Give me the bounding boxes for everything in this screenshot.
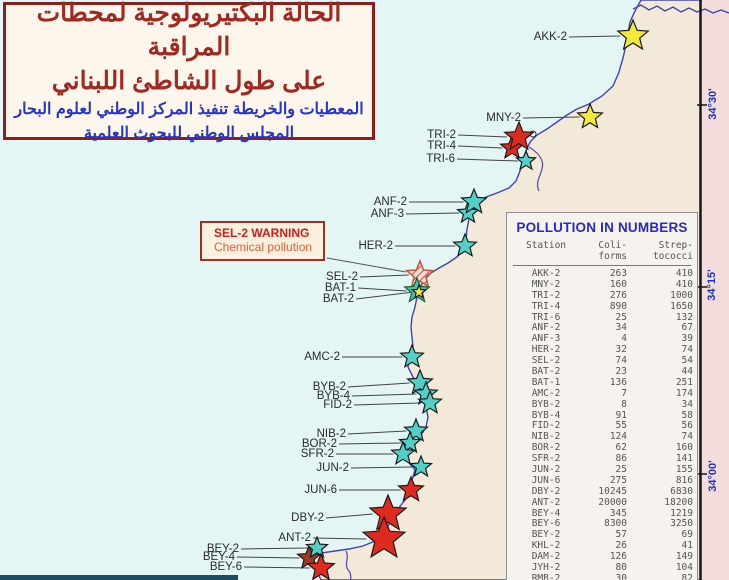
streptococci-cell: 74 [681,431,693,443]
station-cell: BEY-2 [531,529,561,541]
station-cell: ANT-2 [531,496,561,508]
station-cell: RMB-2 [531,572,561,580]
coliforms-cell: 124 [609,431,627,443]
station-cell: DAM-2 [531,551,561,563]
streptococci-cell: 160 [675,442,693,454]
leader-line-JUN-2 [351,467,412,468]
latitude-label-1: 34°15' [706,269,718,301]
leader-line-NIB-2 [348,431,406,434]
leader-line-BYB-4 [352,394,416,396]
station-cell: ANF-3 [531,333,561,345]
leader-line-BAT-2 [356,292,413,299]
leader-line-BEY-6 [244,567,310,568]
station-cell: BOR-2 [531,442,561,454]
table-header [507,235,697,262]
warning-leader-line [327,258,406,272]
station-cell: TRI-2 [531,289,561,301]
station-cell: BAT-1 [531,376,561,388]
coliforms-cell: 275 [609,474,627,486]
streptococci-cell: 74 [681,344,693,356]
station-cell: BYB-2 [531,398,561,410]
leader-line-FID-2 [354,403,420,405]
streptococci-cell: 6830 [670,485,693,497]
station-cell: AKK-2 [531,268,561,279]
station-cell: HER-2 [531,344,561,356]
table-row-TRI-4 [517,302,691,313]
station-label-BOR-2: BOR-2 [301,438,337,450]
station-label-JUN-6: JUN-6 [304,484,337,496]
leader-line-BAT-1 [358,288,407,291]
station-cell: DBY-2 [531,485,561,497]
coliforms-cell: 276 [609,289,627,301]
leader-line-ANT-2 [313,538,366,539]
station-label-FID-2: FID-2 [323,399,352,411]
title-line-1: الحالة البكتيريولوجية لمحطات المراقبة [36,0,342,61]
station-label-BAT-2: BAT-2 [322,293,354,305]
coliforms-cell: 890 [609,300,627,312]
station-cell: ANF-2 [531,322,561,334]
streptococci-cell: 816 [675,474,693,486]
latitude-label-0: 34°30' [707,88,719,120]
table-header-rule [513,265,691,266]
coliforms-cell: 7 [621,387,627,399]
coliforms-cell: 32 [615,344,627,356]
streptococci-cell: 54 [681,355,693,367]
streptococci-cell: 58 [681,409,693,421]
station-cell: JYH-2 [531,562,561,574]
leader-line-BYB-2 [348,383,410,387]
leader-line-ANF-3 [406,213,459,214]
coliforms-cell: 345 [609,507,627,519]
warning-title: SEL-2 WARNING [214,226,310,240]
station-cell: TRI-4 [531,300,561,312]
station-label-BAT-1: BAT-1 [324,282,356,294]
bottom-edge-artifact [0,575,238,580]
coliforms-cell: 62 [615,442,627,454]
station-label-ANF-3: ANF-3 [370,208,404,220]
streptococci-cell: 132 [675,311,693,323]
coliforms-cell: 136 [609,376,627,388]
coliforms-cell: 74 [615,355,627,367]
streptococci-cell: 155 [675,464,693,476]
coliforms-cell: 25 [615,464,627,476]
streptococci-cell: 82 [681,572,693,580]
streptococci-cell: 69 [681,529,693,541]
latitude-label-2: 34°00' [707,460,719,492]
coliforms-cell: 10245 [598,485,627,497]
streptococci-cell: 1219 [670,507,693,519]
station-label-SEL-2: SEL-2 [326,271,358,283]
coliforms-cell: 126 [609,551,627,563]
station-cell: KHL-2 [531,540,561,552]
col-header-station: Station [525,240,567,251]
streptococci-cell: 41 [681,540,693,552]
leader-line-BOR-2 [339,443,401,444]
station-label-TRI-4: TRI-4 [427,140,456,152]
station-label-AMC-2: AMC-2 [304,351,340,363]
streptococci-cell: 1000 [670,289,693,301]
station-label-HER-2: HER-2 [358,240,393,252]
leader-line-DBY-2 [326,514,373,518]
coliforms-cell: 263 [609,268,627,279]
table-row-RMB-2 [517,574,691,580]
station-cell: AMC-2 [531,387,561,399]
coliforms-cell: 30 [615,572,627,580]
station-label-BYB-2: BYB-2 [312,381,346,393]
station-label-TRI-2: TRI-2 [427,129,456,141]
station-label-ANT-2: ANT-2 [278,532,311,544]
station-label-TRI-6: TRI-6 [426,153,455,165]
coliforms-cell: 80 [615,562,627,574]
station-label-BYB-4: BYB-4 [316,390,350,402]
station-cell: SFR-2 [531,453,561,465]
station-cell: FID-2 [531,420,561,432]
streptococci-cell: 104 [675,562,693,574]
station-label-BEY-4: BEY-4 [202,551,235,563]
streptococci-cell: 44 [681,366,693,378]
station-label-SFR-2: SFR-2 [300,448,334,460]
streptococci-cell: 18200 [664,496,693,508]
table-body [507,268,697,580]
col-header-coliforms: Coli- forms [598,240,627,262]
coliforms-cell: 57 [615,529,627,541]
leader-line-AKK-2 [569,36,620,37]
coliforms-cell: 8300 [604,518,627,530]
coliforms-cell: 4 [621,333,627,345]
streptococci-cell: 39 [681,333,693,345]
leader-line-TRI-2 [458,135,507,137]
station-cell: NIB-2 [531,431,561,443]
streptococci-cell: 3250 [670,518,693,530]
station-cell: JUN-6 [531,474,561,486]
coliforms-cell: 86 [615,453,627,465]
coliforms-cell: 55 [615,420,627,432]
warning-subtitle: Chemical pollution [214,240,313,255]
station-cell: BEY-4 [531,507,561,519]
leader-line-BEY-2 [241,548,308,549]
coliforms-cell: 34 [615,322,627,334]
leader-line-BEY-4 [237,557,299,558]
station-label-MNY-2: MNY-2 [486,112,521,124]
table-row-ANT-2 [517,498,691,509]
streptococci-cell: 34 [681,398,693,410]
coliforms-cell: 8 [621,398,627,410]
station-label-AKK-2: AKK-2 [533,31,567,43]
station-label-ANF-2: ANF-2 [373,196,407,208]
leader-line-TRI-4 [458,146,502,148]
station-label-NIB-2: NIB-2 [316,428,346,440]
streptococci-cell: 410 [675,268,693,279]
title-line-2: على طول الشاطئ اللبناني [51,66,327,95]
station-cell: JUN-2 [531,464,561,476]
station-cell: BEY-6 [531,518,561,530]
streptococci-cell: 149 [675,551,693,563]
station-cell: BAT-2 [531,366,561,378]
col-header-streptococci: Strep- tococci [652,240,693,262]
title-box [3,2,375,140]
coliforms-cell: 20000 [598,496,627,508]
streptococci-cell: 1650 [670,300,693,312]
streptococci-cell: 174 [675,387,693,399]
streptococci-cell: 67 [681,322,693,334]
station-label-DBY-2: DBY-2 [291,512,324,524]
station-cell: TRI-6 [531,311,561,323]
streptococci-cell: 141 [675,453,693,465]
coliforms-cell: 91 [615,409,627,421]
coliforms-cell: 23 [615,366,627,378]
station-label-BEY-2: BEY-2 [206,543,239,555]
streptococci-cell: 56 [681,420,693,432]
station-cell: SEL-2 [531,355,561,367]
leader-line-TRI-6 [457,159,518,161]
station-cell: BYB-4 [531,409,561,421]
station-label-BEY-6: BEY-6 [209,561,242,573]
table-title: POLLUTION IN NUMBERS [516,220,688,235]
streptococci-cell: 410 [675,278,693,290]
leader-line-SEL-2 [360,275,409,277]
table-row-BYB-2 [517,400,691,411]
station-label-JUN-2: JUN-2 [316,462,349,474]
streptococci-cell: 251 [675,376,693,388]
coliforms-cell: 160 [609,278,627,290]
pollution-table-panel [506,212,698,580]
sel2-warning-box [200,221,325,261]
title-line-4: المجلس الوطني للبحوث العلمية [83,124,295,142]
title-line-3: المعطيات والخريطة تنفيذ المركز الوطني لعلوم البحار [14,101,364,119]
coliforms-cell: 26 [615,540,627,552]
station-cell: MNY-2 [531,278,561,290]
coliforms-cell: 25 [615,311,627,323]
